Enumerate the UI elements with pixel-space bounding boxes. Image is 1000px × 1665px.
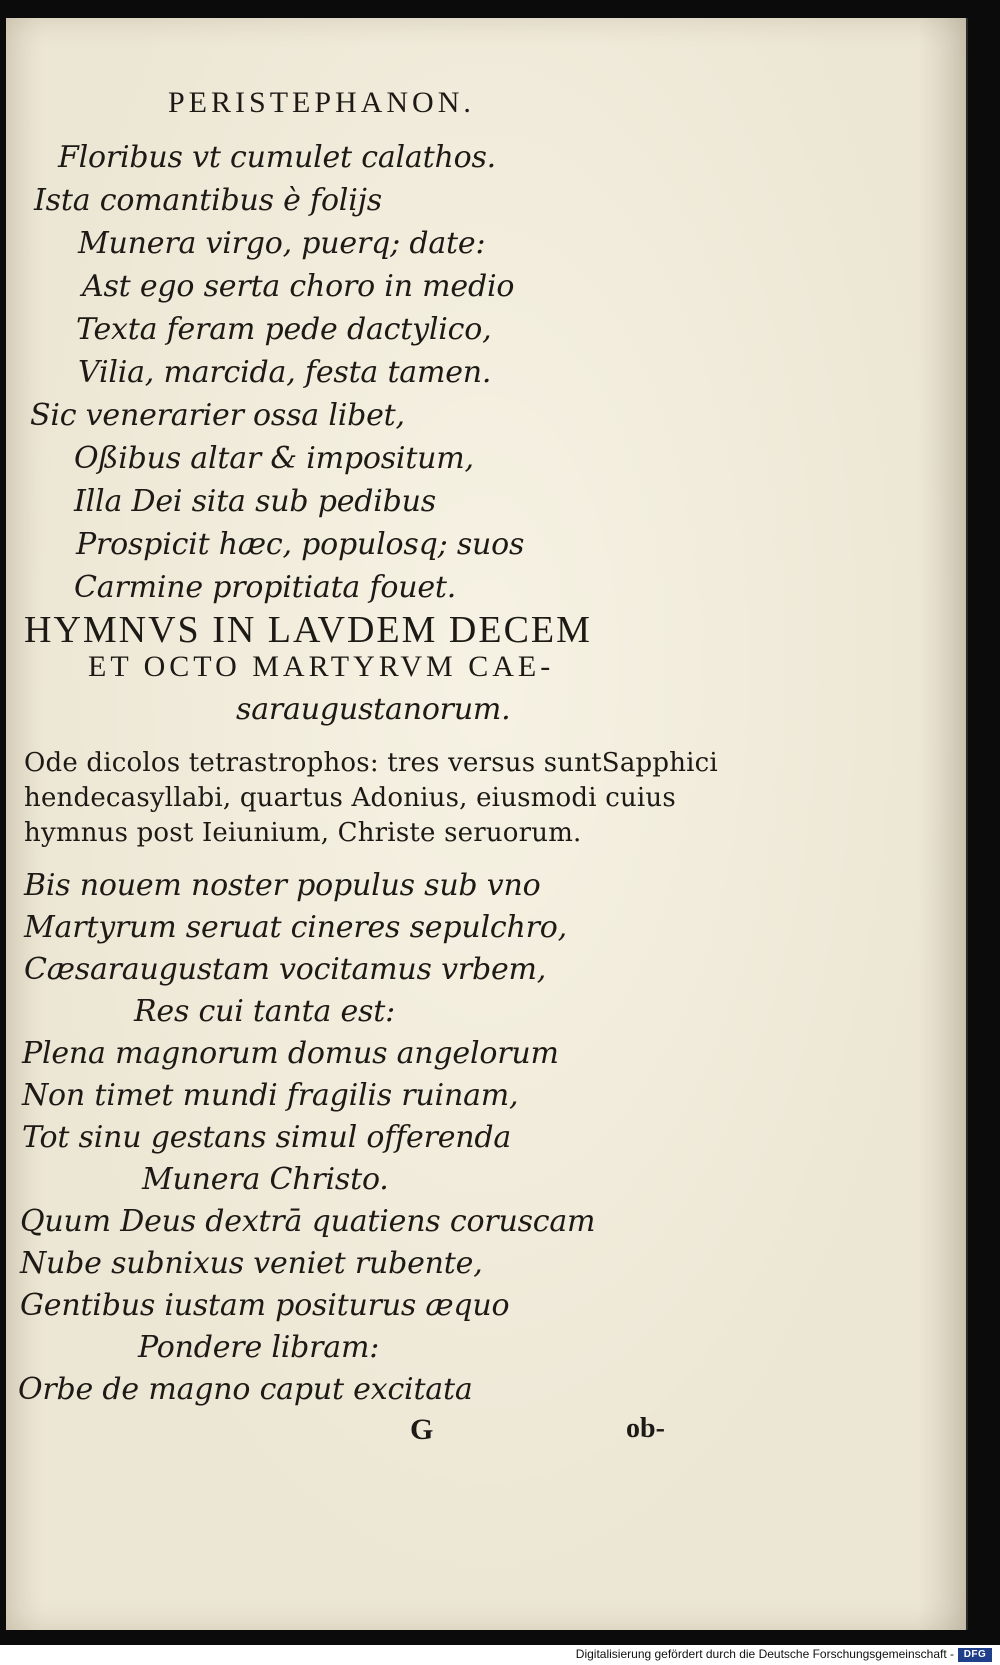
hymn-line: Gentibus iustam positurus æquo (20, 1288, 510, 1323)
running-head: PERISTEPHANON. (168, 86, 475, 119)
catchword: ob- (626, 1413, 665, 1444)
poem-line: Munera virgo, puerq; date: (78, 226, 486, 261)
book-page (6, 18, 966, 1630)
intro-line: Ode dicolos tetrastrophos: tres versus suntSapphici (24, 748, 718, 778)
footer-credit: Digitalisierung gefördert durch die Deutsche Forschungsgemeinschaft - (575, 1647, 954, 1661)
page-text (6, 18, 966, 1630)
page-edge-shadow (966, 18, 968, 1630)
intro-line: hymnus post Ieiunium, Christe seruorum. (24, 818, 582, 848)
poem-line: Illa Dei sita sub pedibus (74, 484, 437, 519)
poem-line: Carmine propitiata fouet. (74, 570, 457, 605)
hymn-line: Cæsaraugustam vocitamus vrbem, (24, 952, 547, 987)
poem-line: Oßibus altar & impositum, (74, 441, 474, 476)
hymn-title-line-3: saraugustanorum. (236, 692, 511, 727)
hymn-title-line-1: HYMNVS IN LAVDEM DECEM (24, 609, 592, 651)
hymn-line: Tot sinu gestans simul offerenda (22, 1120, 512, 1155)
poem-line: Vilia, marcida, festa tamen. (78, 355, 492, 390)
signature-mark: G (410, 1413, 434, 1446)
hymn-line: Quum Deus dextrā quatiens coruscam (20, 1204, 596, 1239)
poem-line: Texta feram pede dactylico, (76, 312, 492, 347)
hymn-line: Munera Christo. (142, 1162, 389, 1197)
dfg-logo-icon: DFG (958, 1648, 992, 1662)
hymn-line: Nube subnixus veniet rubente, (20, 1246, 483, 1281)
poem-line: Floribus vt cumulet calathos. (58, 140, 496, 175)
hymn-line: Res cui tanta est: (134, 994, 395, 1029)
hymn-line: Orbe de magno caput excitata (18, 1372, 473, 1407)
hymn-line: Bis nouem noster populus sub vno (24, 868, 541, 903)
poem-line: Ista comantibus è folijs (34, 183, 382, 218)
poem-line: Ast ego serta choro in medio (82, 269, 515, 304)
hymn-line: Plena magnorum domus angelorum (22, 1036, 559, 1071)
hymn-line: Martyrum seruat cineres sepulchro, (24, 910, 567, 945)
hymn-line: Non timet mundi fragilis ruinam, (22, 1078, 519, 1113)
poem-line: Prospicit hæc, populosq; suos (76, 527, 525, 562)
digitization-footer (0, 1645, 1000, 1665)
poem-line: Sic venerarier ossa libet, (30, 398, 405, 433)
hymn-line: Pondere libram: (138, 1330, 380, 1365)
intro-line: hendecasyllabi, quartus Adonius, eiusmodi cuius (24, 783, 676, 813)
hymn-title-line-2: ET OCTO MARTYRVM CAE- (88, 650, 555, 683)
